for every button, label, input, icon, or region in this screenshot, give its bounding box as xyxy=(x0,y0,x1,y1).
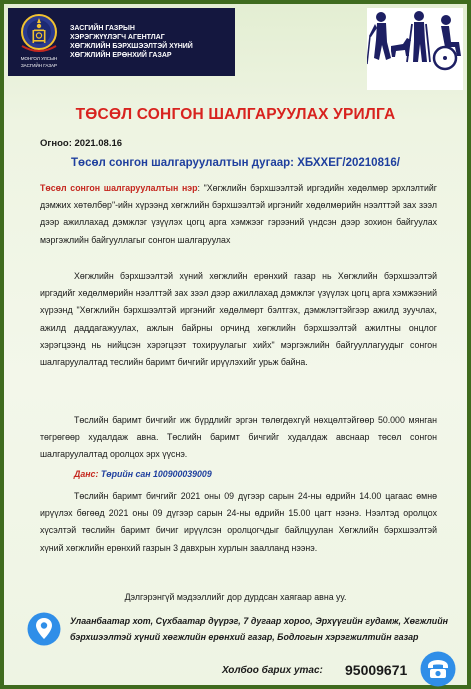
bank-account-value: Төрийн сан 100900039009 xyxy=(100,469,212,479)
project-name-text: : "Хөгжлийн бэрхшээлтэй иргэдийн хөдөлмөр эрхлэлтийг дэмжих хөтөлбөр"-ийн хүрээнд хөгжлийн бэрхшээлтэй иргэнийг хөдөлмөрийн нээлттэй зах зээл дээр ажиллахад дэмжлэг үзүүлэх цогц арга хэмжээг гэрээний үндсэн дээр зохион байгуулах мэргэжлийн байгууллагыг сонгон шалгаруулах xyxy=(40,183,437,245)
announcement-date xyxy=(40,138,122,149)
agency-name-line-3: ХӨГЖЛИЙН БЭРХШЭЭЛТЭЙ ХҮНИЙ xyxy=(70,43,193,50)
page-frame-right xyxy=(467,0,471,689)
phone-label: Холбоо барих утас: xyxy=(222,665,323,676)
announcement-number xyxy=(0,157,471,169)
more-info-line: Дэлгэрэнгүй мэдээллийг дор дурдсан хаягаар авна уу. xyxy=(124,592,347,602)
emblem-caption-line-1: МОНГОЛ УЛСЫН xyxy=(20,56,58,61)
contact-address: Улаанбаатар хот, Сүхбаатар дүүрэг, 7 дугаар хороо, Эрхүүгийн гудамж, Хөгжлийн бэрхшээлтэй хүний хөгжлийн ерөнхий газар, Бодлогын хэрэгжилтийн газар xyxy=(70,616,448,642)
date-value: 2021.08.16 xyxy=(74,138,123,149)
bank-account-label: Данс: xyxy=(74,469,99,479)
agency-name-line-2: ХЭРЭГЖҮҮЛЭГЧ АГЕНТЛАГ xyxy=(70,34,165,41)
announcement-number-label: Төсөл сонгон шалгаруулалтын дугаар: xyxy=(71,157,295,169)
bank-account xyxy=(74,469,212,479)
phone-number[interactable]: 95009671 xyxy=(345,662,408,678)
project-name-label: Төсөл сонгон шалгаруулалтын нэр xyxy=(40,183,198,193)
page-frame-top xyxy=(0,0,471,4)
invitation-paragraph: Хөгжлийн бэрхшээлтэй хүний хөгжлийн ерөнхий газар нь Хөгжлийн бэрхшээлтэй иргэдийг хөдөлмөрийн нээлттэй зах зээл дээр ажиллахад дэмжлэг үзүүлэх цогц арга хэмжээний хүрээнд "Хөгжлийн бэрхшээлтэй иргэнийг хөдөлмөрт бэлтгэх, дэмжлэгтэйгээр ажилд зуучлах, ажилд даддагажуулах, ажлын байрны орчинд хөгжлийн бэрхшээлтэй ажилтны онцлог хэрэгцээнд нь нийцсэн хэрэгцээт тохируулагыг хийх" мэргэжлийн байгууллагуудыг сонгон шалгаруулалтад тeслийн баримт бичгийг ирүүлэхийг урьж байна. xyxy=(40,271,437,368)
fee-paragraph: Төслийн баримт бичгийг иж бүрдлийг эргэн төлөгдөхгүй нөхцөлтэйгөөр 50.000 мянган төгрөгөөр худалдаж авна. Төслийн баримт бичгийг худалдаж авснаар төсөл сонгон шалгаруулалтад оролцох эрх үүснэ. xyxy=(40,415,437,460)
project-name-paragraph xyxy=(40,180,437,249)
disability-people-icon xyxy=(367,8,463,90)
page-frame-bottom xyxy=(0,685,471,689)
announcement-number-value: ХБХХЕГ/20210816/ xyxy=(297,157,400,169)
location-pin-icon xyxy=(27,612,61,646)
agency-name-line-4: ХӨГЖЛИЙН ЕРӨНХИЙ ГАЗАР xyxy=(70,52,172,59)
emblem-caption-line-2: ЗАСГИЙН ГАЗАР xyxy=(20,63,58,68)
phone-icon xyxy=(420,651,456,687)
deadline-paragraph: Төслийн баримт бичгийг 2021 оны 09 дүгээр сарын 24-ны өдрийн 14.00 цагаас өмнө ирүүлэх бөгөөд 2021 оны 09 дүгээр сарын 24-ны өдрийн 15.00 цагт нээнэ. Нээлтэд оролцох хүсэлтэй төслийн баримт бичиг ирүүлсэн оролцогчдыг байлцуулан Хөгжлийн бэрхшээлтэй хүний хөгжлийн ерөнхий газрын 3 давхрын хурлын заалланд нээнэ. xyxy=(40,491,437,553)
page-frame-left xyxy=(0,0,4,689)
agency-logo xyxy=(8,8,235,76)
page-title: ТӨСӨЛ СОНГОН ШАЛГАРУУЛАХ УРИЛГА xyxy=(75,106,396,123)
agency-name xyxy=(70,24,234,60)
agency-name-line-1: ЗАСГИЙН ГАЗРЫН xyxy=(70,25,135,32)
date-label: Огноо: xyxy=(40,138,72,149)
